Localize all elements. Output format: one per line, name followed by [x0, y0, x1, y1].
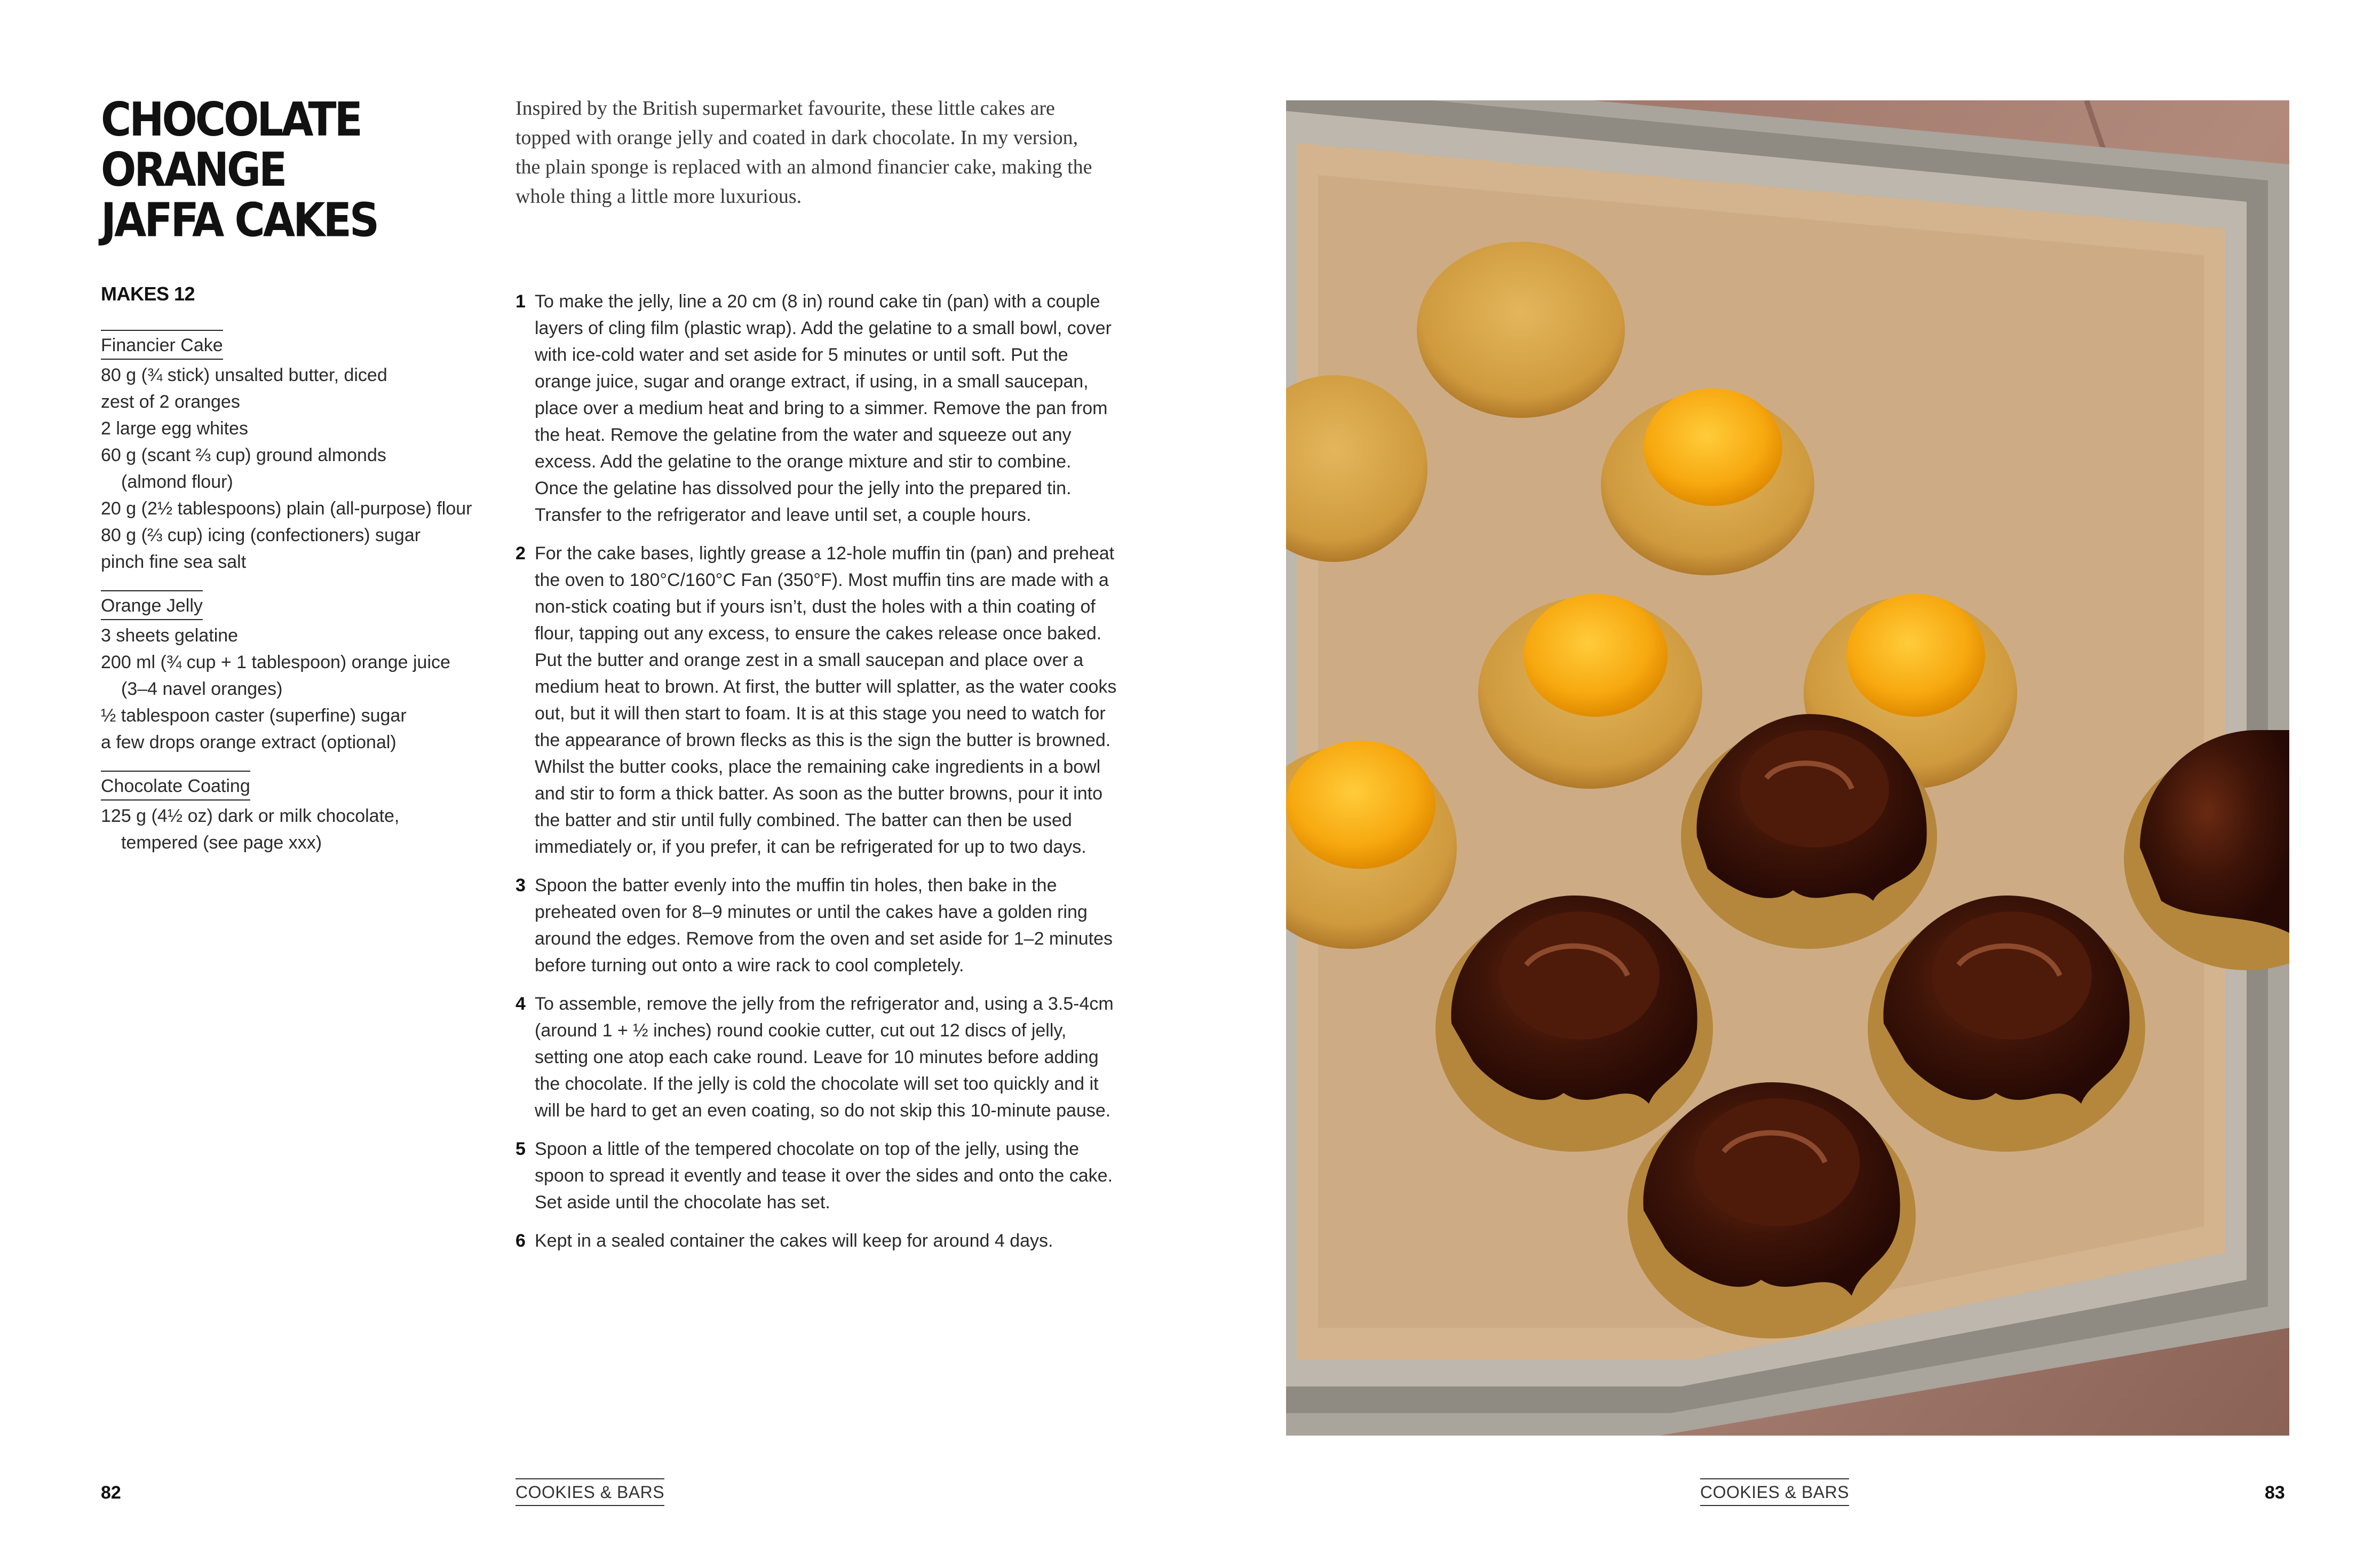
method-step	[515, 1227, 1118, 1254]
method-step	[515, 872, 1118, 979]
recipe-title-line-2: JAFFA CAKES	[101, 193, 378, 248]
ingredient-group-financier	[101, 330, 474, 575]
running-footer-right: COOKIES & BARS	[1700, 1478, 1849, 1506]
step-number: 3	[515, 875, 526, 896]
ingredients-list	[101, 330, 474, 871]
method-step	[515, 540, 1118, 860]
ingredient-group-heading: Chocolate Coating	[101, 771, 250, 801]
step-number: 1	[515, 291, 526, 312]
ingredient-item: ½ tablespoon caster (superfine) sugar	[101, 706, 407, 726]
running-footer-left: COOKIES & BARS	[515, 1478, 664, 1506]
ingredient-group-chocolate	[101, 771, 474, 856]
step-number: 6	[515, 1231, 526, 1251]
recipe-intro: Inspired by the British supermarket favourite, these little cakes are topped with orange jelly and coated in dark chocolate. In my version, the plain sponge is replaced with an almond financier cake, making the whole thing a little more luxurious.	[515, 97, 1092, 208]
ingredient-item: 3 sheets gelatine	[101, 625, 239, 646]
recipe-photo	[1286, 100, 2289, 1436]
recipe-title-line-1: CHOCOLATE ORANGE	[101, 93, 361, 197]
ingredient-item: 80 g (⅔ cup) icing (confectioners) sugar	[101, 525, 421, 545]
step-text: To make the jelly, line a 20 cm (8 in) round cake tin (pan) with a couple layers of cling film (plastic wrap). Add the gelatine to a small bowl, cover with ice-cold water and set aside for 5 minutes or until soft. Put the orange juice, sugar and orange extract, if using, in a small saucepan, place over a medium heat and bring to a simmer. Remove the pan from the heat. Remove the gelatine from the water and squeeze out any excess. Add the gelatine to the orange mixture and stir to combine. Once the gelatine has dissolved pour the jelly into the prepared tin. Transfer to the refrigerator and leave until set, a couple hours.	[535, 291, 1112, 525]
ingredient-item: 20 g (2½ tablespoons) plain (all-purpose) flour	[101, 498, 472, 519]
ingredient-item: pinch fine sea salt	[101, 552, 247, 572]
method-step	[515, 991, 1118, 1124]
step-text: Spoon a little of the tempered chocolate on top of the jelly, using the spoon to spread it evently and tease it over the sides and onto the cake. Set aside until the chocolate has set.	[535, 1139, 1113, 1213]
method-steps	[515, 288, 1118, 1266]
step-text: For the cake bases, lightly grease a 12-hole muffin tin (pan) and preheat the oven to 180°C/160°C Fan (350°F). Most muffin tins are made with a non-stick coating but if yours isn’t, dust the holes with a thin coating of flour, tapping out any excess, to ensure the cakes release once baked. Put the butter and orange zest in a small saucepan and place over a medium heat to brown. At first, the butter will splatter, as the water cooks out, but it will then start to foam. It is at this stage you need to watch for the appearance of brown flecks as this is the sign the butter is browned. Whilst the butter cooks, place the remaining cake ingredients in a bowl and stir to form a thick batter. As soon as the butter browns, pour it into the batter and stir until fully combined. The batter can then be used immediately or, if you prefer, it can be refrigerated for up to two days.	[535, 543, 1117, 857]
step-number: 4	[515, 994, 526, 1014]
method-step	[515, 1136, 1118, 1216]
recipe-yield: MAKES 12	[101, 283, 195, 305]
ingredient-group-jelly	[101, 590, 474, 756]
page-number-left: 82	[101, 1483, 121, 1503]
ingredient-group-heading: Financier Cake	[101, 330, 223, 360]
ingredient-item: 200 ml (¾ cup + 1 tablespoon) orange juice (3–4 navel oranges)	[101, 652, 450, 699]
step-text: Kept in a sealed container the cakes will keep for around 4 days.	[535, 1231, 1053, 1251]
step-text: To assemble, remove the jelly from the refrigerator and, using a 3.5-4cm (around 1 + ½ inches) round cookie cutter, cut out 12 discs of jelly, setting one atop each cake round. Leave for 10 minutes before adding the chocolate. If the jelly is cold the chocolate will set too quickly and it will be hard to get an even coating, so do not skip this 10-minute pause.	[535, 994, 1114, 1121]
ingredient-item: 80 g (¾ stick) unsalted butter, diced	[101, 365, 387, 385]
page-number-right: 83	[2265, 1483, 2285, 1503]
ingredient-item: 2 large egg whites	[101, 418, 248, 439]
ingredient-item: 125 g (4½ oz) dark or milk chocolate, tempered (see page xxx)	[101, 806, 400, 853]
ingredient-group-heading: Orange Jelly	[101, 590, 203, 620]
step-text: Spoon the batter evenly into the muffin tin holes, then bake in the preheated oven for 8–9 minutes or until the cakes have a golden ring around the edges. Remove from the oven and set aside for 1–2 minutes before turning out onto a wire rack to cool completely.	[535, 875, 1113, 976]
recipe-title	[101, 93, 442, 248]
ingredient-item: zest of 2 oranges	[101, 392, 240, 412]
step-number: 2	[515, 543, 526, 564]
step-number: 5	[515, 1139, 526, 1159]
ingredient-item: 60 g (scant ⅔ cup) ground almonds (almond flour)	[101, 445, 386, 492]
method-step	[515, 288, 1118, 528]
ingredient-item: a few drops orange extract (optional)	[101, 732, 396, 752]
